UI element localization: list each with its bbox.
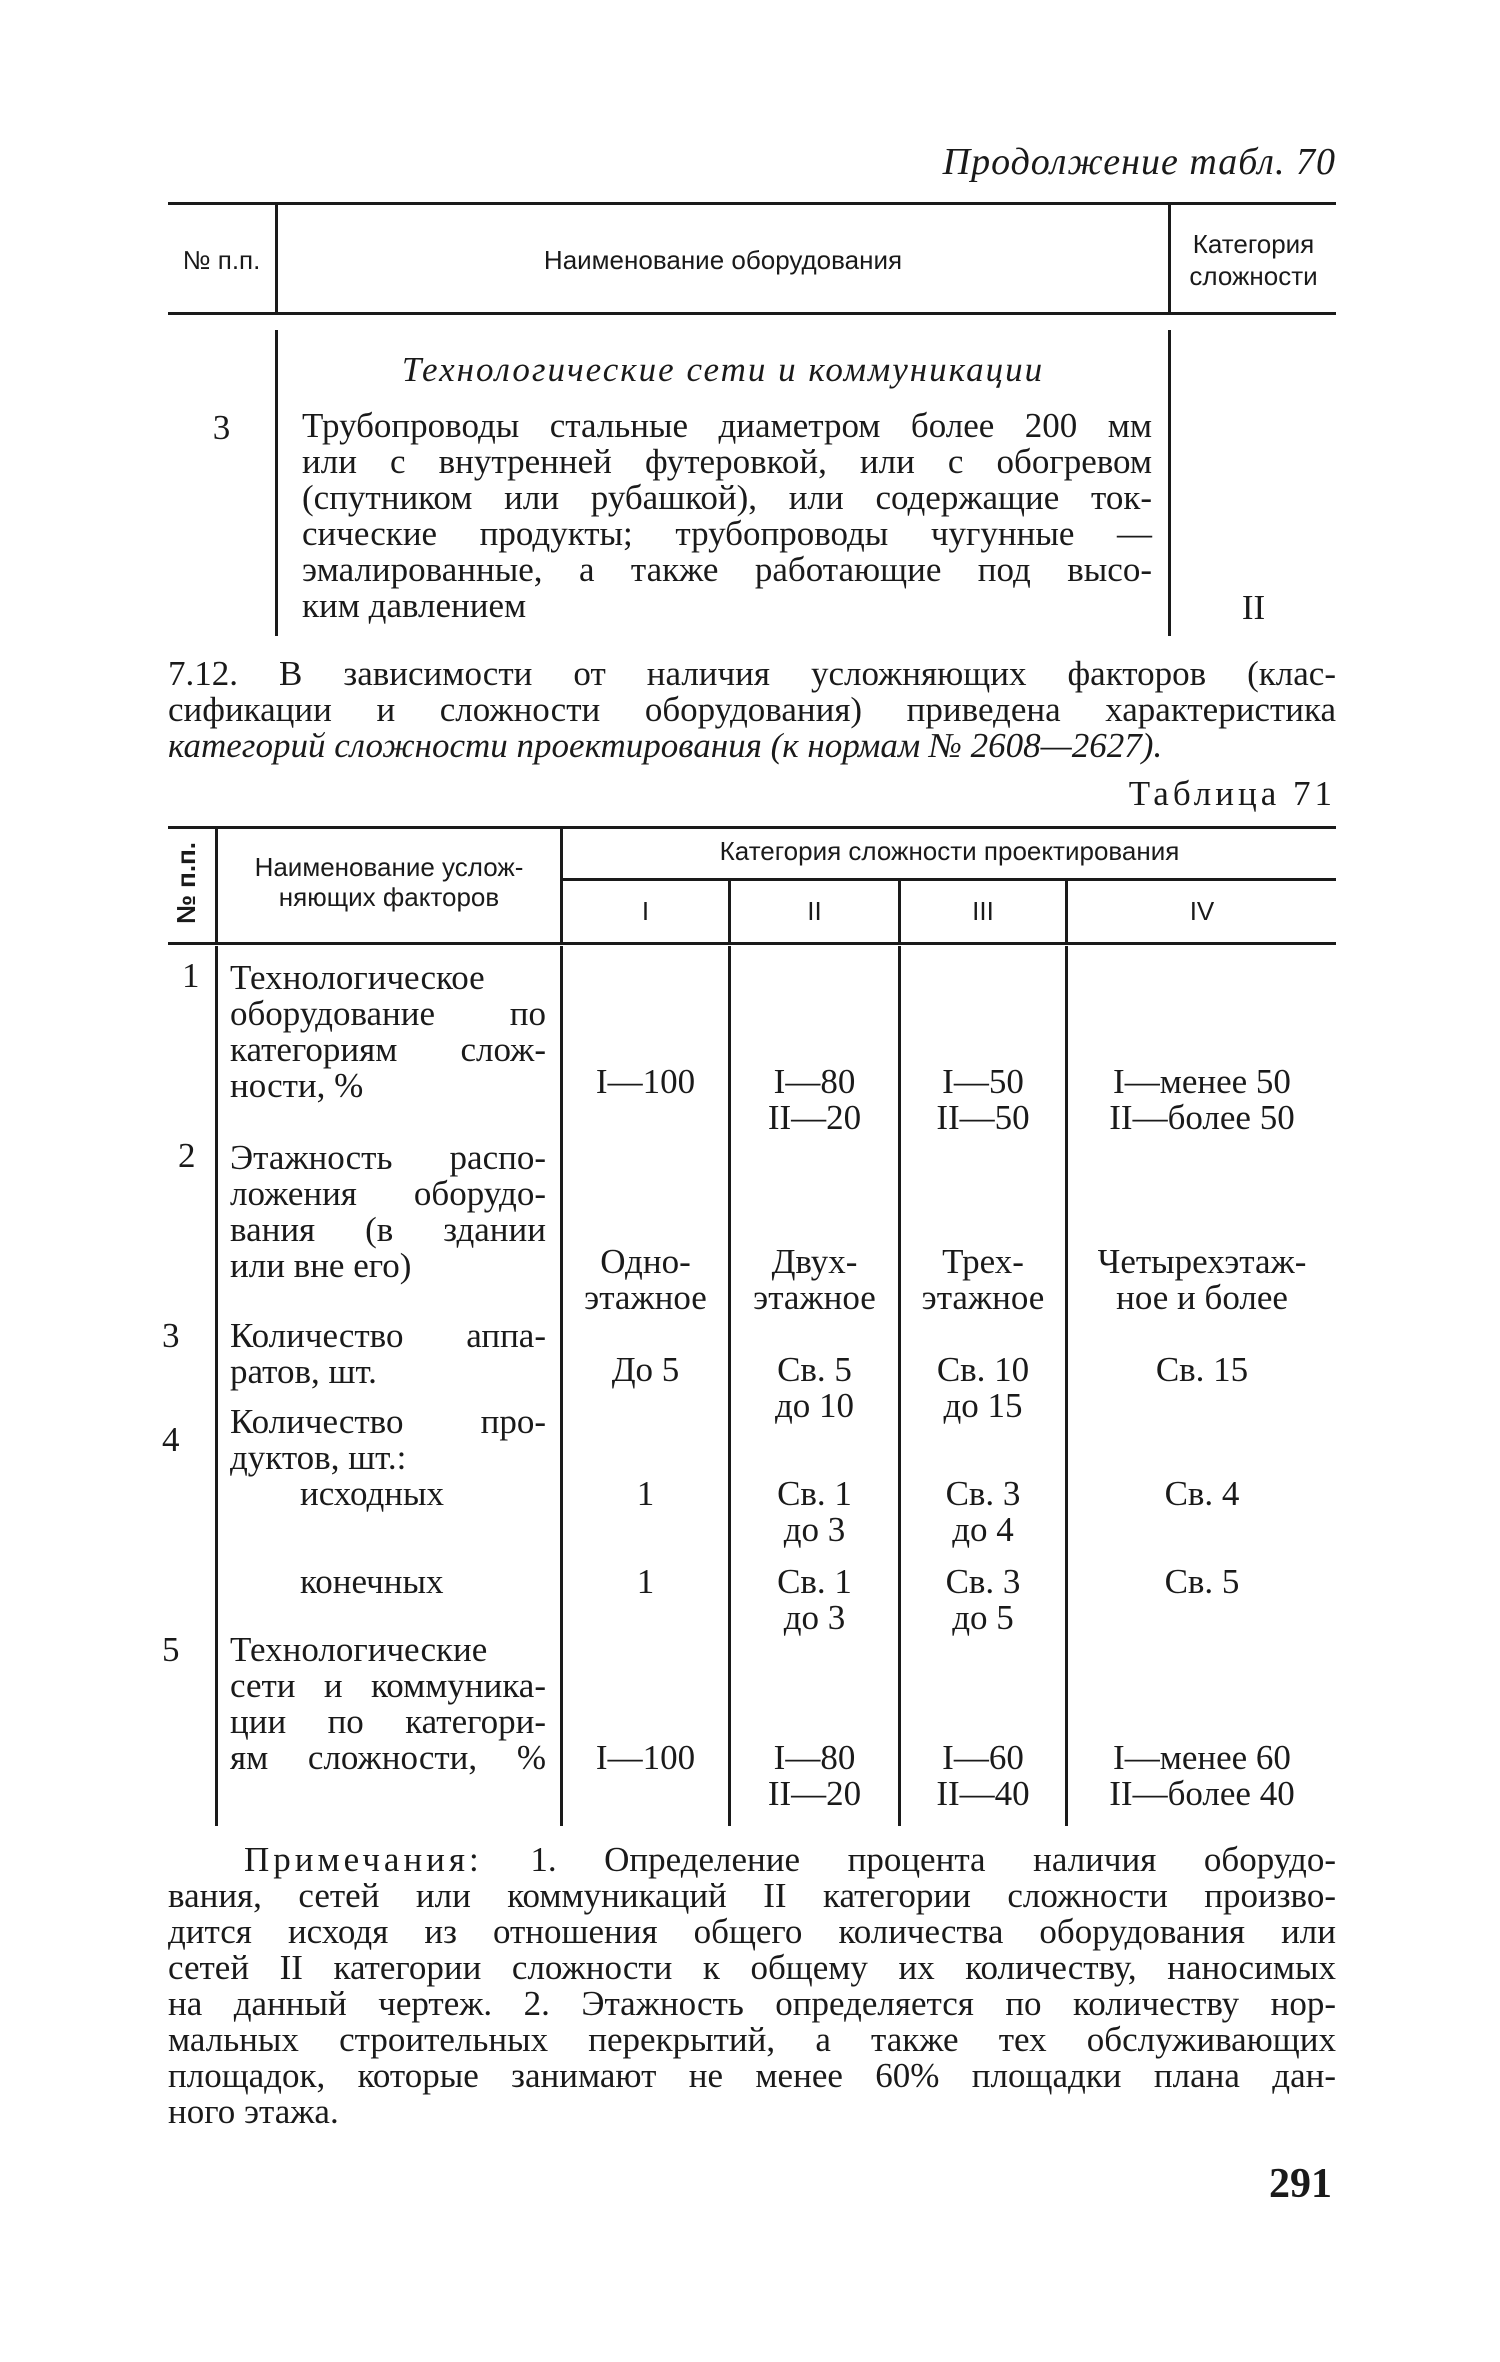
cell-cat-4: Св. 15 — [1155, 1350, 1249, 1389]
t70-row-number: 3 — [212, 408, 231, 447]
t71-col-name-header: Наименование услож- няющих факторов — [254, 852, 524, 912]
cell-cat-2: Св. 5 до 10 — [774, 1350, 855, 1425]
cell-cat-1: 1 — [636, 1562, 655, 1601]
row-number: 5 — [162, 1630, 180, 1669]
t70-col-name-header: Наименование оборудования — [543, 245, 903, 275]
cell-cat-1: I—100 — [595, 1062, 696, 1101]
factor-text: конечных — [300, 1562, 444, 1601]
row-number: 4 — [162, 1420, 180, 1459]
t70-section-title: Технологические сети и коммуникации — [401, 350, 1045, 389]
row-number: 2 — [178, 1136, 196, 1175]
cell-cat-4: I—менее 50 II—более 50 — [1109, 1062, 1295, 1137]
cell-cat-1: I—100 — [595, 1738, 696, 1777]
table-71-label: Таблица 71 — [1128, 774, 1336, 813]
continuation-title: Продолжение табл. 70 — [942, 141, 1336, 183]
paragraph-7-12: 7.12. В зависимости от наличия усложняющих факторов (клас- сификации и сложности оборудования) приведена характеристика категорий сложности проектирования (к нормам № 2608—2627). — [168, 654, 1336, 765]
cell-cat-3: Св. 3 до 5 — [945, 1562, 1021, 1637]
factor-text: Технологическое оборудование по категориям слож- ности, % — [230, 958, 546, 1105]
t71-cat-header-3: III — [972, 896, 994, 926]
t71-cat-header-1: I — [641, 896, 650, 926]
t71-cat-header-2: II — [807, 896, 822, 926]
factor-text: Количество аппа- ратов, шт. — [230, 1316, 546, 1391]
cell-cat-3: Св. 10 до 15 — [936, 1350, 1030, 1425]
cell-cat-4: I—менее 60 II—более 40 — [1109, 1738, 1295, 1813]
row-number: 1 — [182, 956, 200, 995]
cell-cat-2: I—80 II—20 — [767, 1062, 862, 1137]
cell-cat-1: 1 — [636, 1474, 655, 1513]
t70-row-category: II — [1241, 588, 1266, 627]
t70-col-num-header: № п.п. — [182, 245, 261, 275]
cell-cat-3: Трех- этажное — [921, 1242, 1045, 1317]
factor-text: Этажность распо- ложения оборудо- вания (в здании или вне его) — [230, 1138, 546, 1285]
cell-cat-4: Св. 5 — [1164, 1562, 1240, 1601]
row-number: 3 — [162, 1316, 180, 1355]
cell-cat-2: Св. 1 до 3 — [777, 1562, 852, 1637]
factor-text: Количество про- дуктов, шт.: исходных — [230, 1402, 546, 1513]
cell-cat-3: I—60 II—40 — [936, 1738, 1030, 1813]
factor-text: Технологические сети и коммуника- ции по категори- ям сложности, % — [230, 1630, 546, 1777]
cell-cat-1: Одно- этажное — [584, 1242, 707, 1317]
notes: Примечания: 1. Определение процента наличия оборудо- вания, сетей или коммуникаций II категории сложности произво- дится исходя из отношения общего количества оборудования или сетей II категории сложности к общему их количеству, наносимых на данный чертеж. 2. Этажность определяется по количеству нор- мальных строительных перекрытий, а также тех обслуживающих площадок, которые занимают не менее 60% площадки плана дан- ного этажа. — [168, 1840, 1336, 2131]
cell-cat-4: Четырехэтаж- ное и более — [1097, 1242, 1307, 1317]
cell-cat-1: До 5 — [611, 1350, 680, 1389]
cell-cat-2: Двух- этажное — [753, 1242, 876, 1317]
t71-col-group-header: Категория сложности проектирования — [719, 836, 1180, 866]
t70-row-description: Трубопроводы стальные диаметром более 200 мм или с внутренней футеровкой, или с обогревом (спутником или рубашкой), или содержащие ток- сические продукты; трубопроводы чугунные — эмалированные, а также работающие под высо- ким давлением — [302, 406, 1152, 625]
cell-cat-2: Св. 1 до 3 — [777, 1474, 852, 1549]
t70-col-category-header: Категория сложности — [1189, 229, 1318, 291]
cell-cat-2: I—80 II—20 — [767, 1738, 862, 1813]
cell-cat-4: Св. 4 — [1164, 1474, 1240, 1513]
t71-cat-header-4: IV — [1189, 896, 1215, 926]
notes-label: Примечания: — [244, 1840, 483, 1879]
page-number: 291 — [1269, 2161, 1332, 2207]
cell-cat-3: Св. 3 до 4 — [945, 1474, 1021, 1549]
cell-cat-3: I—50 II—50 — [936, 1062, 1030, 1137]
